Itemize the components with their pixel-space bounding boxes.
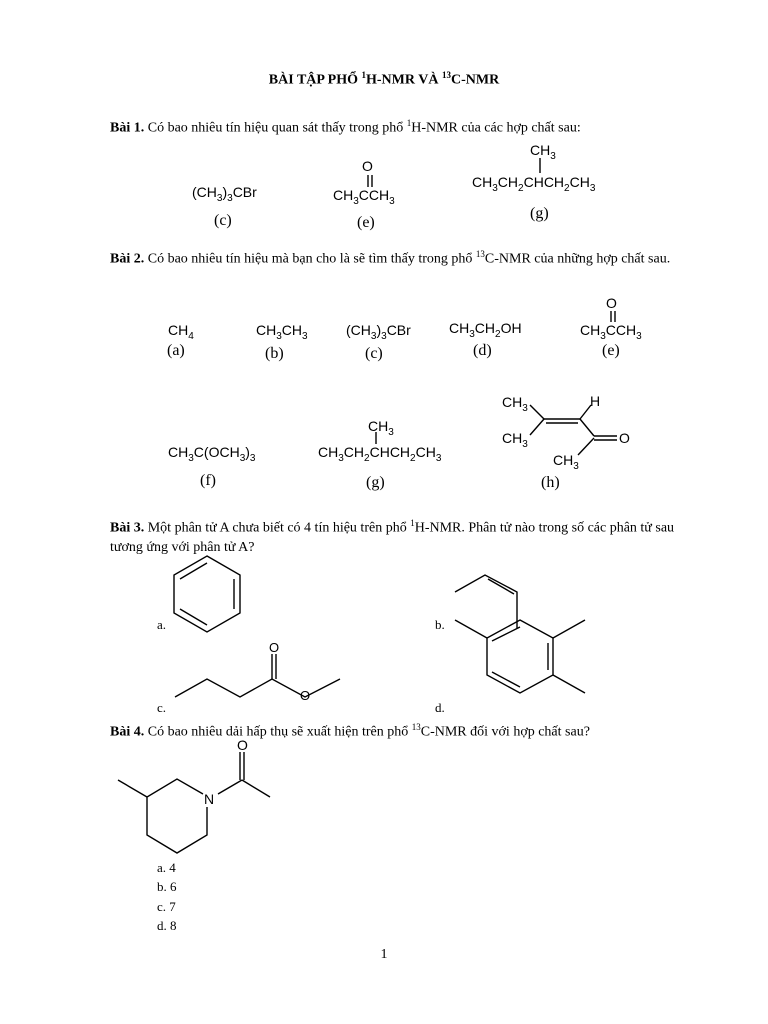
page-number: 1 [380,947,388,962]
q1-formula-g-branch: $CH_3$ [530,142,556,162]
q4-oxygen: O [237,737,248,753]
q2-h-oxygen: O [619,430,630,446]
q3-c-carbonyl-oxygen: O [269,640,280,655]
q2-formula-f: $CH_3C(OCH_3)_3$ [168,444,256,464]
q2-h-methyl-2: $CH_3$ [502,430,528,450]
q2-formula-g: $CH_3CH_2CHCH_2CH_3$ [318,444,442,464]
q1-formula-g: $CH_3CH_2CHCH_2CH_3$ [472,174,596,194]
q2-label-h: (h) [541,474,560,491]
q2-formula-a: $CH_4$ [168,322,194,342]
q1-label-c: (c) [214,212,232,229]
q4-nitrogen: N [204,791,215,807]
q2-h-methyl-3: $CH_3$ [553,452,579,472]
q2-label-g: (g) [366,474,385,491]
page-title: BÀI TẬP PHỔ $^1$H-NMR VÀ $^{13}$C-NMR [268,70,500,88]
q2-label-c: (c) [365,345,383,362]
q1-label-g: (g) [530,205,549,222]
question-1-text: Bài 1. Có bao nhiêu tín hiệu quan sát thấy trong phổ $^1$H-NMR của các hợp chất sau: [110,118,581,136]
q4-answer-d[interactable]: d. 8 [157,918,177,933]
q1-formula-e: $CH_3CCH_3$ [333,187,395,207]
q1-label-e: (e) [357,214,375,231]
q1-formula-e-oxygen: O [362,158,373,174]
q2-label-f: (f) [200,472,216,489]
q4-answer-a[interactable]: a. 4 [157,860,176,875]
q4-answer-c[interactable]: c. 7 [157,899,176,914]
q2-label-a: (a) [167,342,185,359]
q2-h-methyl-1: $CH_3$ [502,394,528,414]
q2-label-b: (b) [265,345,284,362]
q2-formula-d: $CH_3CH_2OH$ [449,320,522,340]
question-4-text: Bài 4. Có bao nhiêu dải hấp thụ sẽ xuất hiện trên phổ $^{13}$C-NMR đối với hợp chất sau? [110,722,590,740]
q3-c-ester-oxygen: O [300,688,311,703]
q3-option-b[interactable]: b. [435,617,445,632]
q2-formula-c: $(CH_3)_3CBr$ [346,322,411,342]
q2-formula-g-branch: $CH_3$ [368,418,394,438]
question-2-text: Bài 2. Có bao nhiêu tín hiệu mà bạn cho là sẽ tìm thấy trong phổ $^{13}$C-NMR của những hợp chất sau. [110,249,671,267]
q3-option-d[interactable]: d. [435,700,445,715]
q1-formula-c: $(CH_3)_3CBr$ [192,184,257,204]
q2-label-e: (e) [602,342,620,359]
question-3-text: Bài 3. Một phân tử A chưa biết có 4 tín hiệu trên phổ $^1$H-NMR. Phân tử nào trong số các phân tử sau tương ứng với phân tử A? [110,518,675,555]
q2-formula-e: $CH_3CCH_3$ [580,322,642,342]
q4-answer-b[interactable]: b. 6 [157,879,177,894]
q2-formula-b: $CH_3CH_3$ [256,322,308,342]
q3-option-a[interactable]: a. [157,617,167,632]
q2-h-hydrogen: H [590,393,601,409]
q3-option-c[interactable]: c. [157,700,167,715]
q2-formula-e-oxygen: O [606,295,617,311]
q2-label-d: (d) [473,342,492,359]
